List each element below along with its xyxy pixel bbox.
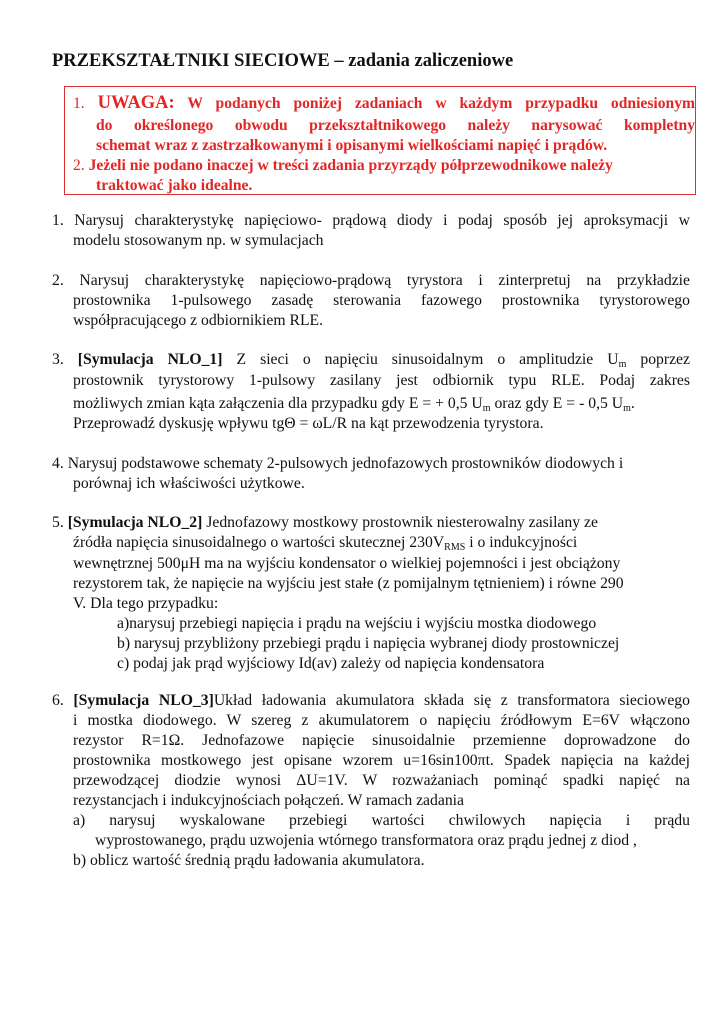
task-3-number: 3. [52, 351, 64, 368]
task-6-simulation-label: [Symulacja NLO_3] [73, 692, 214, 709]
task-5-line-2: źródła napięcia sinusoidalnego o wartości skutecznej $230V_{RMS}$ i o indukcyjności [73, 534, 578, 553]
task-2-line-3: współpracującego z odbiornikiem RLE. [73, 312, 324, 329]
task-2-line-1: 2. Narysuj charakterystykę napięciowo-prądową tyrystora i zinterpretuj na przykładzie [52, 272, 690, 289]
task-6-line-6: rezystancjach i indukcyjnościach połączeń. W ramach zadania [73, 792, 464, 809]
warning-item-1-line-3: schemat wraz z zastrzałkowanymi i opisanymi wielkościami napięć i prądów. [96, 137, 608, 154]
task-6-number: 6. [52, 692, 64, 709]
warning-item-2-line-2: traktować jako idealne. [96, 177, 253, 194]
task-6-line-5: przewodzącej diodzie wynosi ΔU=1V. W rozważaniach pominąć spadki napięć na [73, 772, 690, 789]
task-3-text-1: Z sieci o napięciu sinusoidalnym o amplitudzie $U_m$ [236, 351, 627, 370]
warning-item-2-line-1 [73, 157, 613, 175]
task-5-item-a: a)narysuj przebiegi napięcia i prądu na wejściu i wyjściu mostka diodowego [117, 615, 597, 632]
task-5-simulation-label: [Symulacja NLO_2] [67, 514, 203, 531]
task-1-line-2: modelu stosowanym np. w symulacjach [73, 232, 324, 249]
task-1-line-1: 1. Narysuj charakterystykę napięciowo- prądową diody i podaj sposób jej aproksymacji w [52, 212, 690, 229]
task-6-item-b: b) oblicz wartość średnią prądu ładowania akumulatora. [73, 852, 425, 869]
task-3-line-3: możliwych zmian kąta załączenia dla przypadku gdy E = + 0,5 $U_m$ oraz gdy E = - 0,5 $U_m$. [73, 395, 635, 414]
task-3-line-2: prostownik tyrystorowy 1-pulsowy zasilany jest odbiornik typu RLE. Podaj zakres [73, 372, 690, 389]
task-5-line-4: rezystorem tak, że napięcie na wyjściu jest stałe (z pomijalnym tętnieniem) i równe 290 [73, 575, 624, 592]
task-3-text-1-end: poprzez [640, 351, 690, 368]
warning-box [64, 86, 696, 195]
warning-item-2-number: 2. [73, 157, 85, 174]
task-6-item-a-line-2: wyprostowanego, prądu uzwojenia wtórnego transformatora oraz prądu jednej z diod , [95, 832, 637, 849]
task-5-line-1 [52, 514, 598, 532]
task-5-line-5: V. Dla tego przypadku: [73, 595, 219, 612]
warning-label: UWAGA: [97, 93, 175, 113]
task-4-line-1: 4. Narysuj podstawowe schematy 2-pulsowych jednofazowych prostowników diodowych i [52, 455, 624, 472]
task-6-line-3: rezystor R=1Ω. Jednofazowe napięcie sinusoidalnie przemienne doprowadzone do [73, 732, 690, 749]
task-4-line-2: porównaj ich właściwości użytkowe. [73, 475, 305, 492]
task-6-line-4: prostownika mostkowego jest opisane wzorem u=16sin100πt. Spadek napięcia na każdej [73, 752, 690, 769]
task-6-text-1: Układ ładowania akumulatora składa się z transformatora sieciowego [213, 692, 690, 709]
task-5-number: 5. [52, 514, 64, 531]
task-3-line-4: Przeprowadź dyskusję wpływu tgΘ = ωL/R na kąt przewodzenia tyrystora. [73, 415, 544, 432]
task-2-line-2: prostownika 1-pulsowego zasadę sterowania fazowego prostownika tyrystorowego [73, 292, 690, 309]
task-5-item-b: b) narysuj przybliżony przebiegi prądu i napięcia wybranej diody prostowniczej [117, 635, 620, 652]
task-6-line-2: i mostka diodowego. W szereg z akumulatorem o napięciu źródłowym E=6V włączono [73, 712, 690, 729]
warning-item-1-number: 1. [73, 95, 85, 112]
warning-item-2-text-1: Jeżeli nie podano inaczej w treści zadania przyrządy półprzewodnikowe należy [88, 157, 613, 174]
task-5-line-3: wewnętrznej 500μH ma na wyjściu kondensator o wielkiej pojemności i jest obciążony [73, 555, 621, 572]
task-3-simulation-label: [Symulacja NLO_1] [77, 351, 223, 368]
task-5-text-1: Jednofazowy mostkowy prostownik niesterowalny zasilany ze [202, 514, 598, 531]
warning-item-1-line-2: do określonego obwodu przekształtnikowego należy narysować kompletny [96, 117, 695, 134]
page-title: PRZEKSZTAŁTNIKI SIECIOWE – zadania zaliczeniowe [52, 51, 514, 71]
task-6-line-1 [52, 692, 690, 710]
task-5-item-c: c) podaj jak prąd wyjściowy Id(av) zależy od napięcia kondensatora [117, 655, 545, 672]
task-6-item-a-line-1: a) narysuj wyskalowane przebiegi wartości chwilowych napięcia i prądu [73, 812, 690, 829]
warning-item-1-text-1: W podanych poniżej zadaniach w każdym przypadku odniesionym [187, 95, 695, 112]
warning-item-1-line-1 [73, 93, 695, 114]
task-3-line-1 [52, 351, 690, 369]
